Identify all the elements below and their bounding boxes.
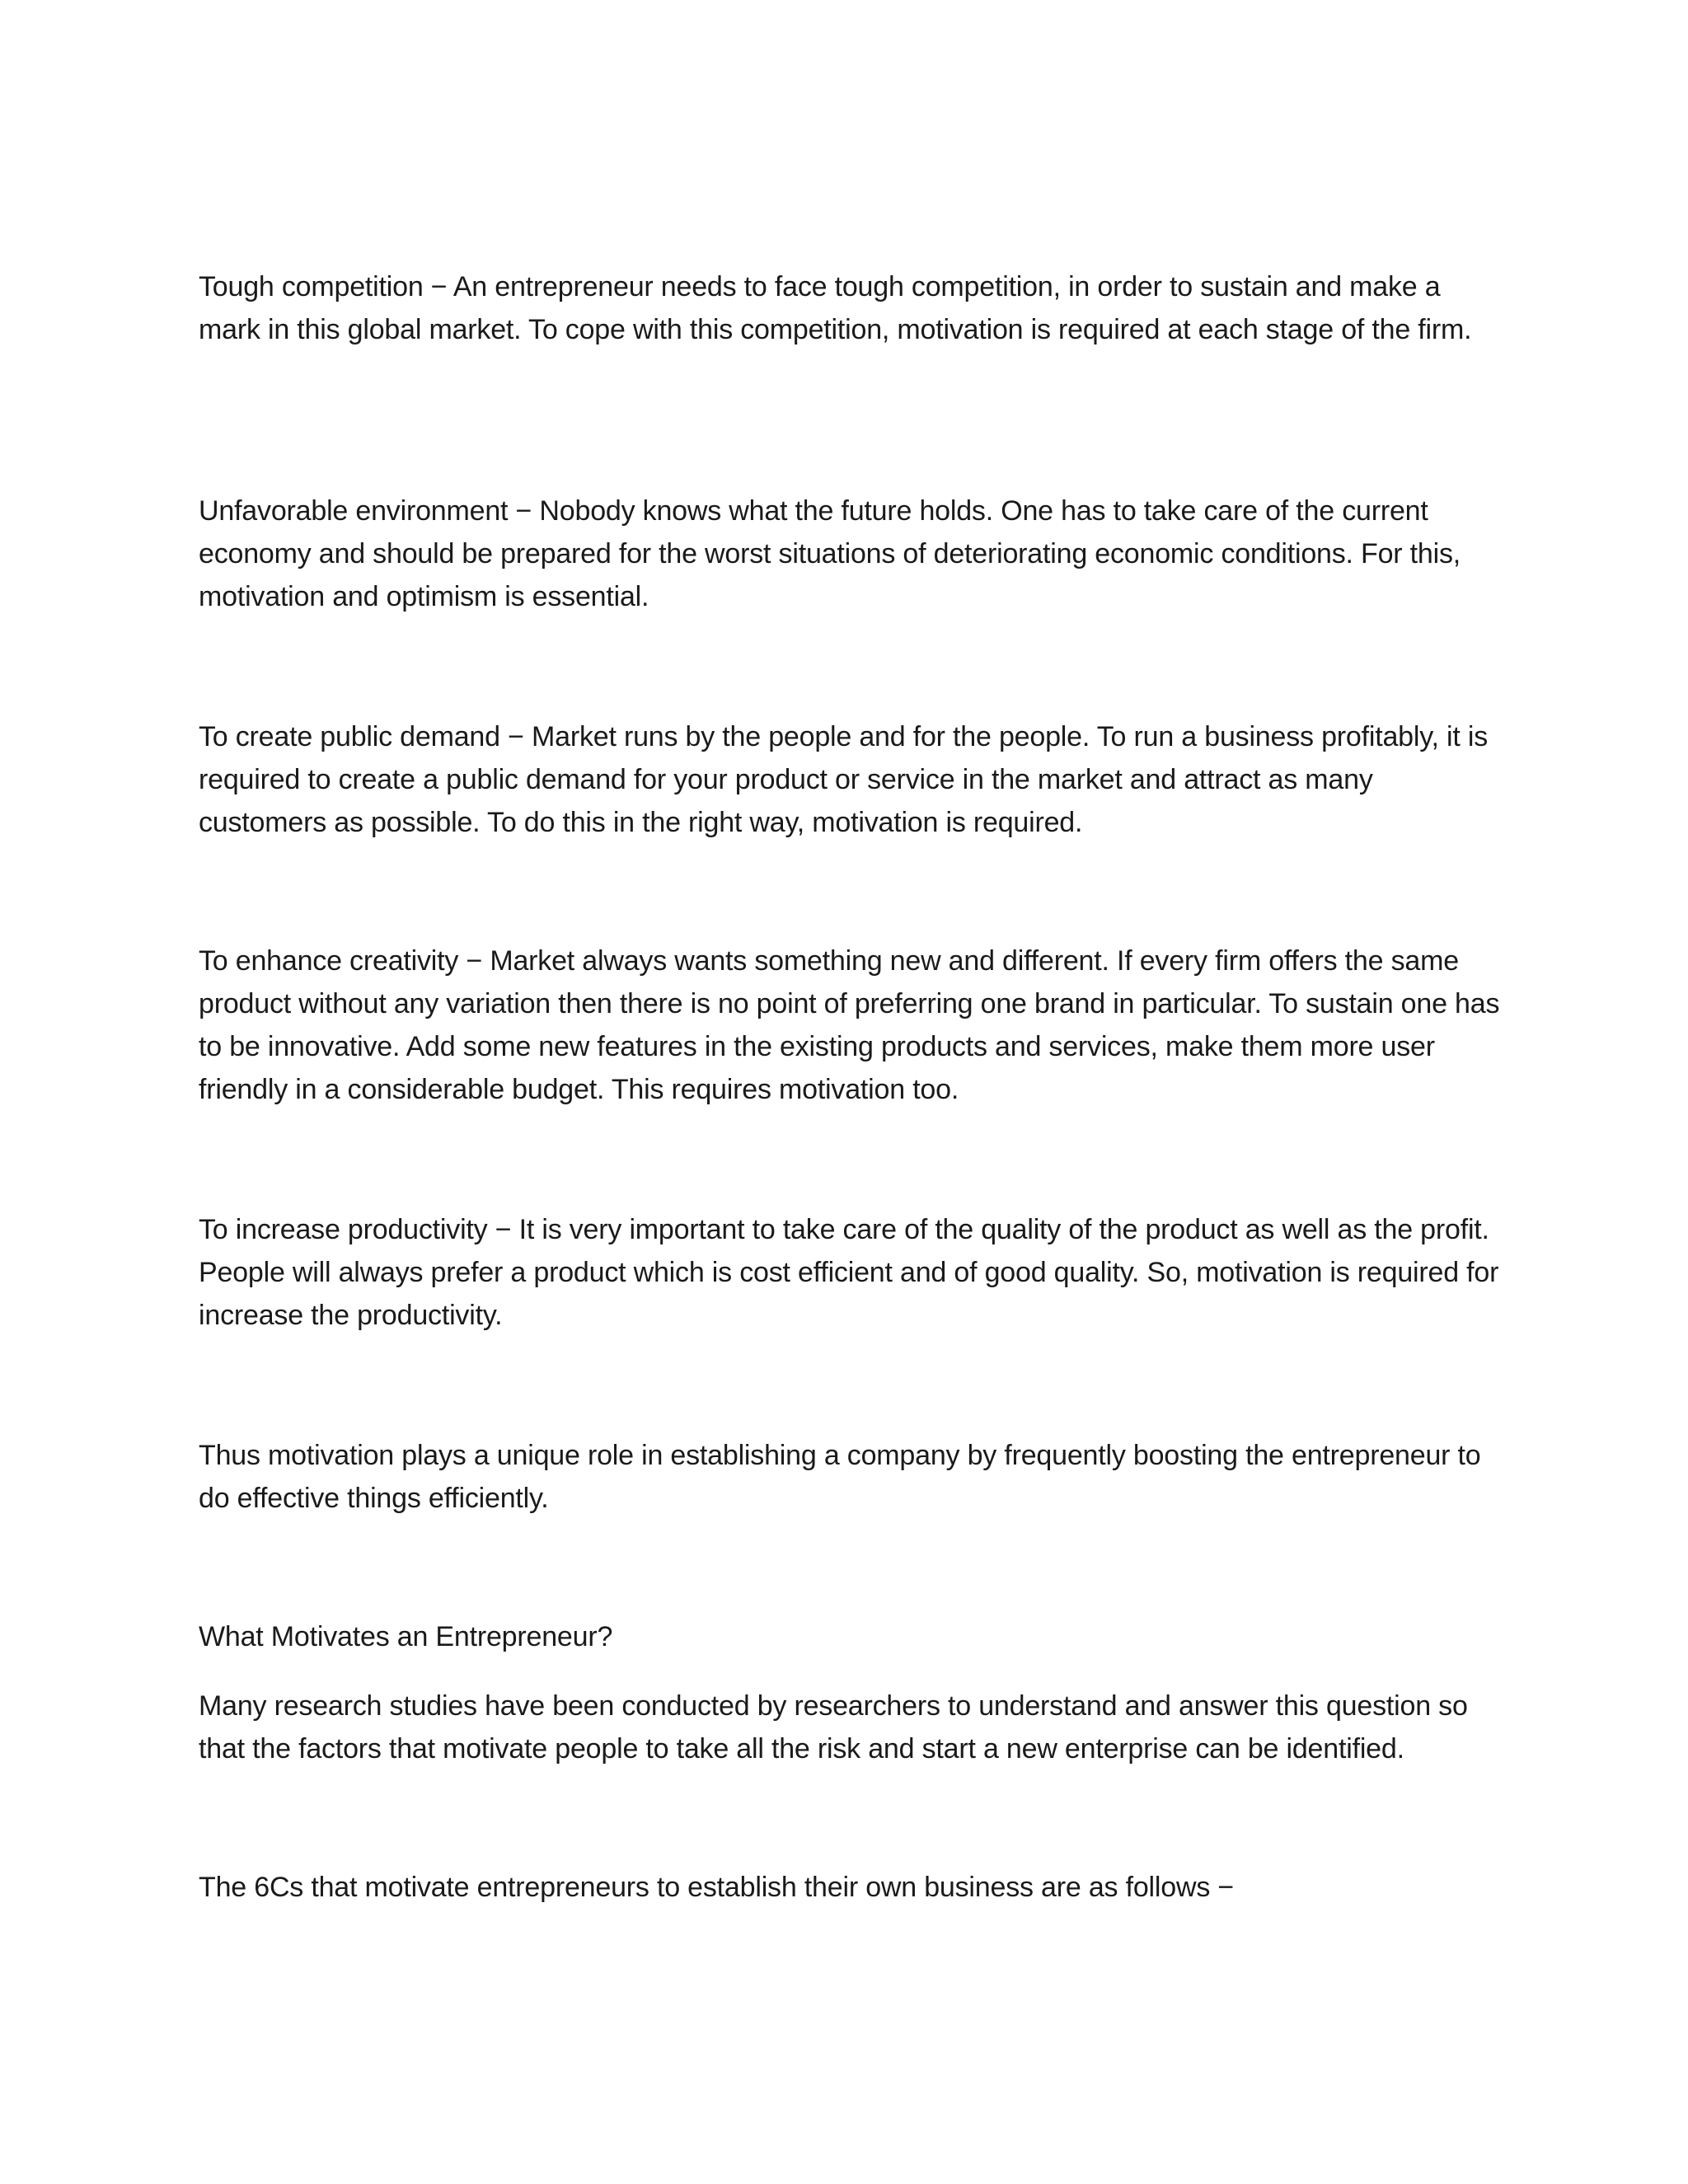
paragraph-tough-competition: Tough competition − An entrepreneur needs to face tough competition, in order to sustain and make a mark in this global market. To cope with this competition, motivation is required at each stage of the firm.: [199, 271, 1472, 345]
paragraph-6cs-intro: The 6Cs that motivate entrepreneurs to establish their own business are as follows −: [199, 1872, 1235, 1903]
paragraph-public-demand: To create public demand − Market runs by the people and for the people. To run a business profitably, it is required to create a public demand for your product or service in the market and attract as many customers as possible. To do this in the right way, motivation is required.: [199, 721, 1488, 838]
section-heading: What Motivates an Entrepreneur?: [199, 1621, 613, 1652]
paragraph-enhance-creativity: To enhance creativity − Market always wants something new and different. If every firm offers the same product without any variation then there is no point of preferring one brand in particular. To sustain one has to be innovative. Add some new features in the existing products and services, make them more user friendly in a considerable budget. This requires motivation too.: [199, 945, 1500, 1105]
paragraph-conclusion: Thus motivation plays a unique role in establishing a company by frequently boosting the entrepreneur to do effective things efficiently.: [199, 1440, 1481, 1514]
paragraph-unfavorable-environment: Unfavorable environment − Nobody knows what the future holds. One has to take care of the current economy and should be prepared for the worst situations of deteriorating economic conditions. For this, motivation and optimism is essential.: [199, 495, 1461, 612]
paragraph-research-studies: Many research studies have been conducted by researchers to understand and answer this question so that the factors that motivate people to take all the risk and start a new enterprise can be identified.: [199, 1690, 1468, 1765]
paragraph-increase-productivity: To increase productivity − It is very important to take care of the quality of the product as well as the profit. People will always prefer a product which is cost efficient and of good quality. So, motivation is required for increase the productivity.: [199, 1214, 1499, 1331]
